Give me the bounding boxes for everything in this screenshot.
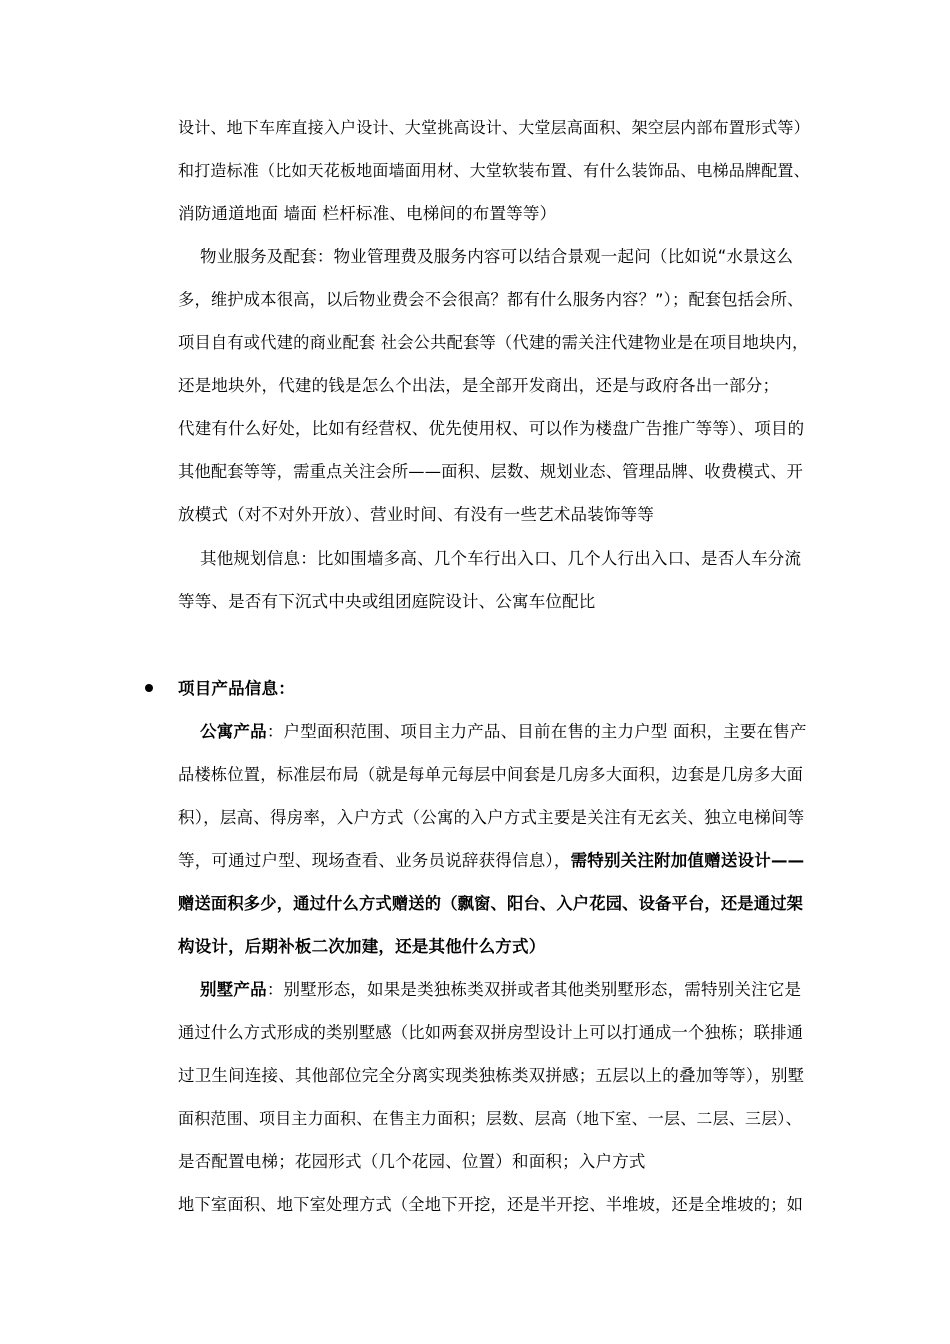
text-line: 地下室面积、地下室处理方式（全地下开挖，还是半开挖、半堆坡，还是全堆坡的；如	[178, 1195, 804, 1214]
paragraph-apartment	[200, 721, 807, 743]
text-line: 积），层高、得房率，入户方式（公寓的入户方式主要是关注有无玄关、独立电梯间等	[178, 808, 805, 827]
text-line: 是否配置电梯；花园形式（几个花园、位置）和面积；入户方式	[178, 1152, 646, 1171]
paragraph-villa	[200, 979, 801, 1001]
text-span: ：户型面积范围、项目主力产品、目前在售的主力户型 面积，主要在售产	[266, 722, 807, 741]
emphasis-span: 需特别关注附加值赠送设计——	[570, 851, 805, 870]
villa-label: 别墅产品	[200, 980, 267, 999]
text-line: 还是地块外，代建的钱是怎么个出法，是全部开发商出，还是与政府各出一部分；	[178, 376, 780, 395]
text-line: 面积范围、项目主力面积、在售主力面积；层数、层高（地下室、一层、二层、三层）、	[178, 1109, 802, 1128]
section-heading: 项目产品信息：	[178, 679, 295, 698]
text-line: 代建有什么好处，比如有经营权、优先使用权、可以作为楼盘广告推广等等）、项目的	[178, 419, 805, 438]
text-line	[178, 850, 804, 872]
text-line: 其他配套等等，需重点关注会所——面积、层数、规划业态、管理品牌、收费模式、开	[178, 462, 804, 481]
emphasis-line: 构设计，后期补板二次加建，还是其他什么方式）	[178, 937, 546, 956]
text-line: 通过什么方式形成的类别墅感（比如两套双拼房型设计上可以打通成一个独栋；联排通	[178, 1023, 804, 1042]
text-line: 多，维护成本很高，以后物业费会不会很高？都有什么服务内容？”）；配套包括会所、	[178, 290, 804, 309]
text-line: 放模式（对不对外开放）、营业时间、有没有一些艺术品装饰等等	[178, 505, 655, 524]
text-span: 等，可通过户型、现场查看、业务员说辞获得信息），	[178, 851, 571, 870]
text-line: 品楼栋位置，标准层布局（就是每单元每层中间套是几房多大面积，边套是几房多大面	[178, 765, 804, 784]
text-line: 项目自有或代建的商业配套 社会公共配套等（代建的需关注代建物业是在项目地块内，	[178, 333, 809, 352]
paragraph-property-services: 物业服务及配套：物业管理费及服务内容可以结合景观一起问（比如说“水景这么	[200, 247, 794, 266]
text-line: 和打造标准（比如天花板地面墙面用材、大堂软装布置、有什么装饰品、电梯品牌配置、	[178, 161, 810, 180]
text-line: 设计、地下车库直接入户设计、大堂挑高设计、大堂层高面积、架空层内部布置形式等）	[178, 118, 810, 137]
text-span: ：别墅形态，如果是类独栋类双拼或者其他类别墅形态，需特别关注它是	[266, 980, 802, 999]
bullet-icon	[145, 684, 153, 692]
apartment-label: 公寓产品	[200, 722, 267, 741]
text-line: 过卫生间连接、其他部位完全分离实现类独栋类双拼感；五层以上的叠加等等），别墅	[178, 1066, 805, 1085]
text-line: 消防通道地面 墙面 栏杆标准、电梯间的布置等等）	[178, 204, 557, 223]
emphasis-line: 赠送面积多少，通过什么方式赠送的（飘窗、阳台、入户花园、设备平台，还是通过架	[178, 894, 804, 913]
paragraph-other-planning: 其他规划信息：比如围墙多高、几个车行出入口、几个人行出入口、是否人车分流	[200, 549, 802, 568]
text-line: 等等、是否有下沉式中央或组团庭院设计、公寓车位配比	[178, 592, 596, 611]
